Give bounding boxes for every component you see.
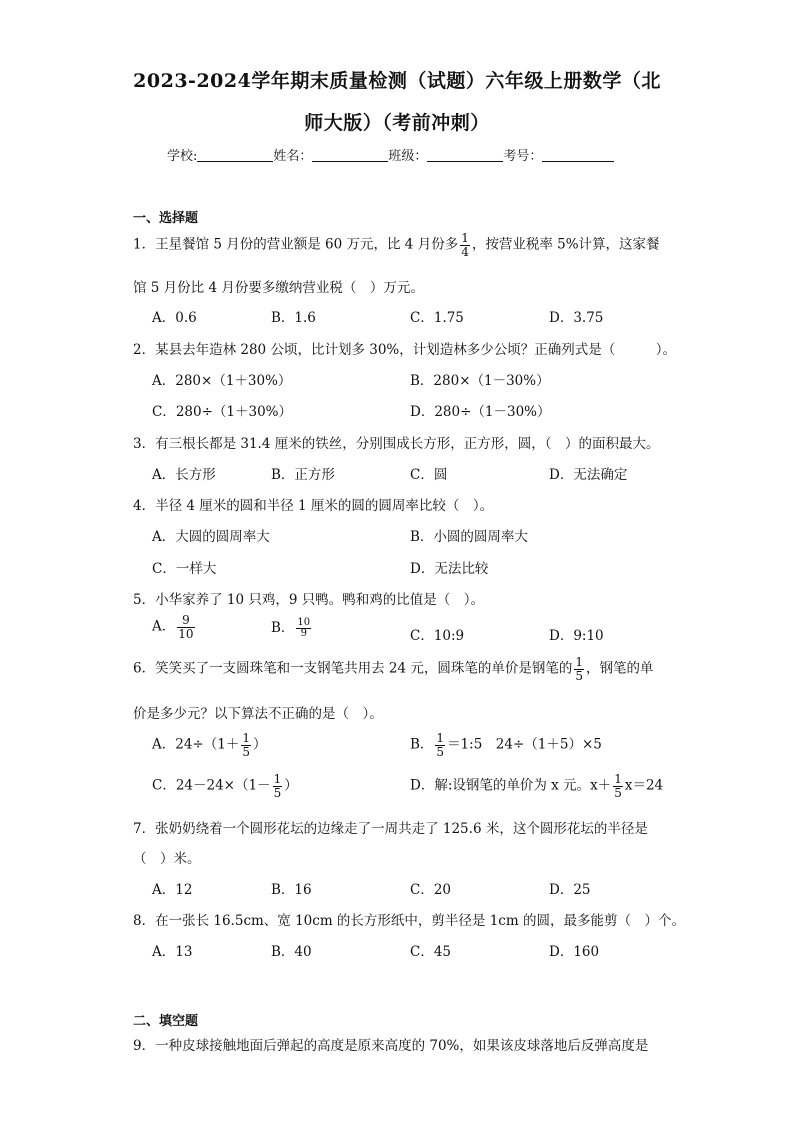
school-blank[interactable] — [197, 148, 273, 162]
question-6-option-b[interactable] — [410, 732, 602, 758]
question-6-option-d[interactable] — [410, 773, 663, 799]
fraction: $\frac{1}{5}$ — [614, 772, 622, 800]
question-6-line2: 价是多少元？以下算法不正确的是（ ）。 — [133, 706, 383, 722]
question-2-option-c[interactable]: C．280÷（1＋30%） — [152, 404, 293, 420]
school-label: 学校: — [167, 149, 198, 164]
question-2-option-d[interactable]: D．280÷（1－30%） — [410, 404, 551, 420]
question-1-text-a: 1．王星餐馆 5 月份的营业额是 60 万元，比 4 月份多 — [133, 236, 459, 253]
option-text: B． — [410, 736, 434, 753]
question-4-text: 4．半径 4 厘米的圆和半径 1 厘米的圆的圆周率比较（ ）。 — [133, 498, 494, 514]
question-8-option-c[interactable]: C．45 — [410, 944, 452, 960]
question-7-option-d[interactable]: D．25 — [549, 882, 591, 898]
question-7-option-c[interactable]: C．20 — [410, 882, 452, 898]
class-blank[interactable] — [427, 148, 503, 162]
question-1-line2: 馆 5 月份比 4 月份要多缴纳营业税（ ）万元。 — [133, 280, 424, 296]
question-3-option-d[interactable]: D．无法确定 — [549, 467, 628, 483]
fraction: $\frac{1}{5}$ — [273, 772, 282, 800]
question-1-option-b[interactable]: B．1.6 — [271, 310, 316, 326]
number-blank[interactable] — [542, 148, 614, 162]
fraction: $\frac{1}{5}$ — [242, 731, 250, 759]
question-6-text-b: ，钢笔的单 — [586, 660, 654, 677]
section-choice-heading: 一、选择题 — [133, 211, 199, 226]
fraction: $\frac{1}{4}$ — [461, 231, 469, 259]
option-label: B． — [271, 620, 295, 636]
question-8-option-b[interactable]: B．40 — [271, 944, 312, 960]
number-label: 考号： — [503, 149, 543, 164]
question-1-line1 — [133, 232, 660, 258]
option-text: ＝1:5 24÷（1＋5）×5 — [447, 736, 602, 753]
question-5-option-a[interactable] — [152, 614, 197, 640]
question-7-option-a[interactable]: A．12 — [152, 882, 193, 898]
name-blank[interactable] — [312, 148, 388, 162]
question-7-option-b[interactable]: B．16 — [271, 882, 312, 898]
question-3-text: 3．有三根长都是 31.4 厘米的铁丝，分别围成长方形，正方形，圆，（ ）的面积最大。 — [133, 436, 660, 452]
option-text: x＝24 — [624, 777, 664, 794]
question-6-option-c[interactable] — [152, 773, 298, 799]
question-1-option-d[interactable]: D．3.75 — [549, 310, 604, 326]
name-label: 姓名： — [273, 149, 313, 164]
option-label: A． — [152, 618, 176, 635]
option-text: A．24÷（1＋ — [152, 736, 240, 753]
fraction: $\frac{1}{5}$ — [436, 731, 445, 759]
question-6-text-a: 6．笑笑买了一支圆珠笔和一支钢笔共用去 24 元，圆珠笔的单价是钢笔的 — [133, 660, 573, 677]
question-8-option-a[interactable]: A．13 — [152, 944, 193, 960]
question-2-option-b[interactable]: B．280×（1－30%） — [410, 373, 550, 389]
question-4-option-a[interactable]: A．大圆的圆周率大 — [152, 529, 270, 545]
question-6-line1 — [133, 656, 654, 682]
question-1-option-a[interactable]: A．0.6 — [152, 310, 197, 326]
question-4-option-c[interactable]: C．一样大 — [152, 561, 217, 577]
page-title-line1: 2023-2024学年期末质量检测（试题）六年级上册数学（北 — [133, 70, 661, 92]
question-2-option-a[interactable]: A．280×（1＋30%） — [152, 373, 292, 389]
option-text: D．解:设钢笔的单价为 x 元。x＋ — [410, 777, 612, 794]
question-8-option-d[interactable]: D．160 — [549, 944, 600, 960]
option-text: ） — [284, 777, 298, 794]
fraction: $\frac{1}{5}$ — [575, 655, 583, 683]
class-label: 班级： — [388, 149, 428, 164]
question-3-option-a[interactable]: A．长方形 — [152, 467, 216, 483]
question-4-option-d[interactable]: D．无法比较 — [410, 561, 489, 577]
question-7-line2: （ ）米。 — [133, 851, 201, 867]
page-title-line2: 师大版）（考前冲刺） — [304, 112, 490, 134]
section-fill-heading: 二、填空题 — [133, 1014, 199, 1029]
option-text: C．24－24×（1－ — [152, 777, 271, 794]
question-1-option-c[interactable]: C．1.75 — [410, 310, 464, 326]
question-5-option-b[interactable] — [271, 616, 313, 640]
question-8-text: 8．在一张长 16.5cm、宽 10cm 的长方形纸中，剪半径是 1cm 的圆，最多能剪（ ）个。 — [133, 913, 685, 929]
student-info-row — [167, 145, 614, 164]
fraction: $\frac{9}{10}$ — [178, 613, 194, 641]
question-5-option-c[interactable]: C．10:9 — [410, 628, 465, 644]
question-9-text: 9．一种皮球接触地面后弹起的高度是原来高度的 70%，如果该皮球落地后反弹高度是 — [133, 1038, 649, 1054]
question-3-option-b[interactable]: B．正方形 — [271, 467, 335, 483]
option-text: ） — [252, 736, 267, 753]
question-1-text-b: ，按营业税率 5%计算，这家餐 — [471, 236, 660, 253]
question-4-option-b[interactable]: B．小圆的圆周率大 — [410, 529, 528, 545]
question-5-text: 5．小华家养了 10 只鸡，9 只鸭。鸭和鸡的比值是（ ）。 — [133, 592, 484, 608]
question-5-option-d[interactable]: D．9:10 — [549, 628, 604, 644]
question-7-line1: 7．张奶奶绕着一个圆形花坛的边缘走了一周共走了 125.6 米，这个圆形花坛的半径是 — [133, 821, 648, 837]
question-6-option-a[interactable] — [152, 732, 266, 758]
fraction: $\frac{10}{9}$ — [297, 616, 311, 639]
question-2-text: 2．某县去年造林 280 公顷，比计划多 30%，计划造林多少公顷？正确列式是（ ）。 — [133, 342, 676, 358]
question-3-option-c[interactable]: C．圆 — [410, 467, 448, 483]
